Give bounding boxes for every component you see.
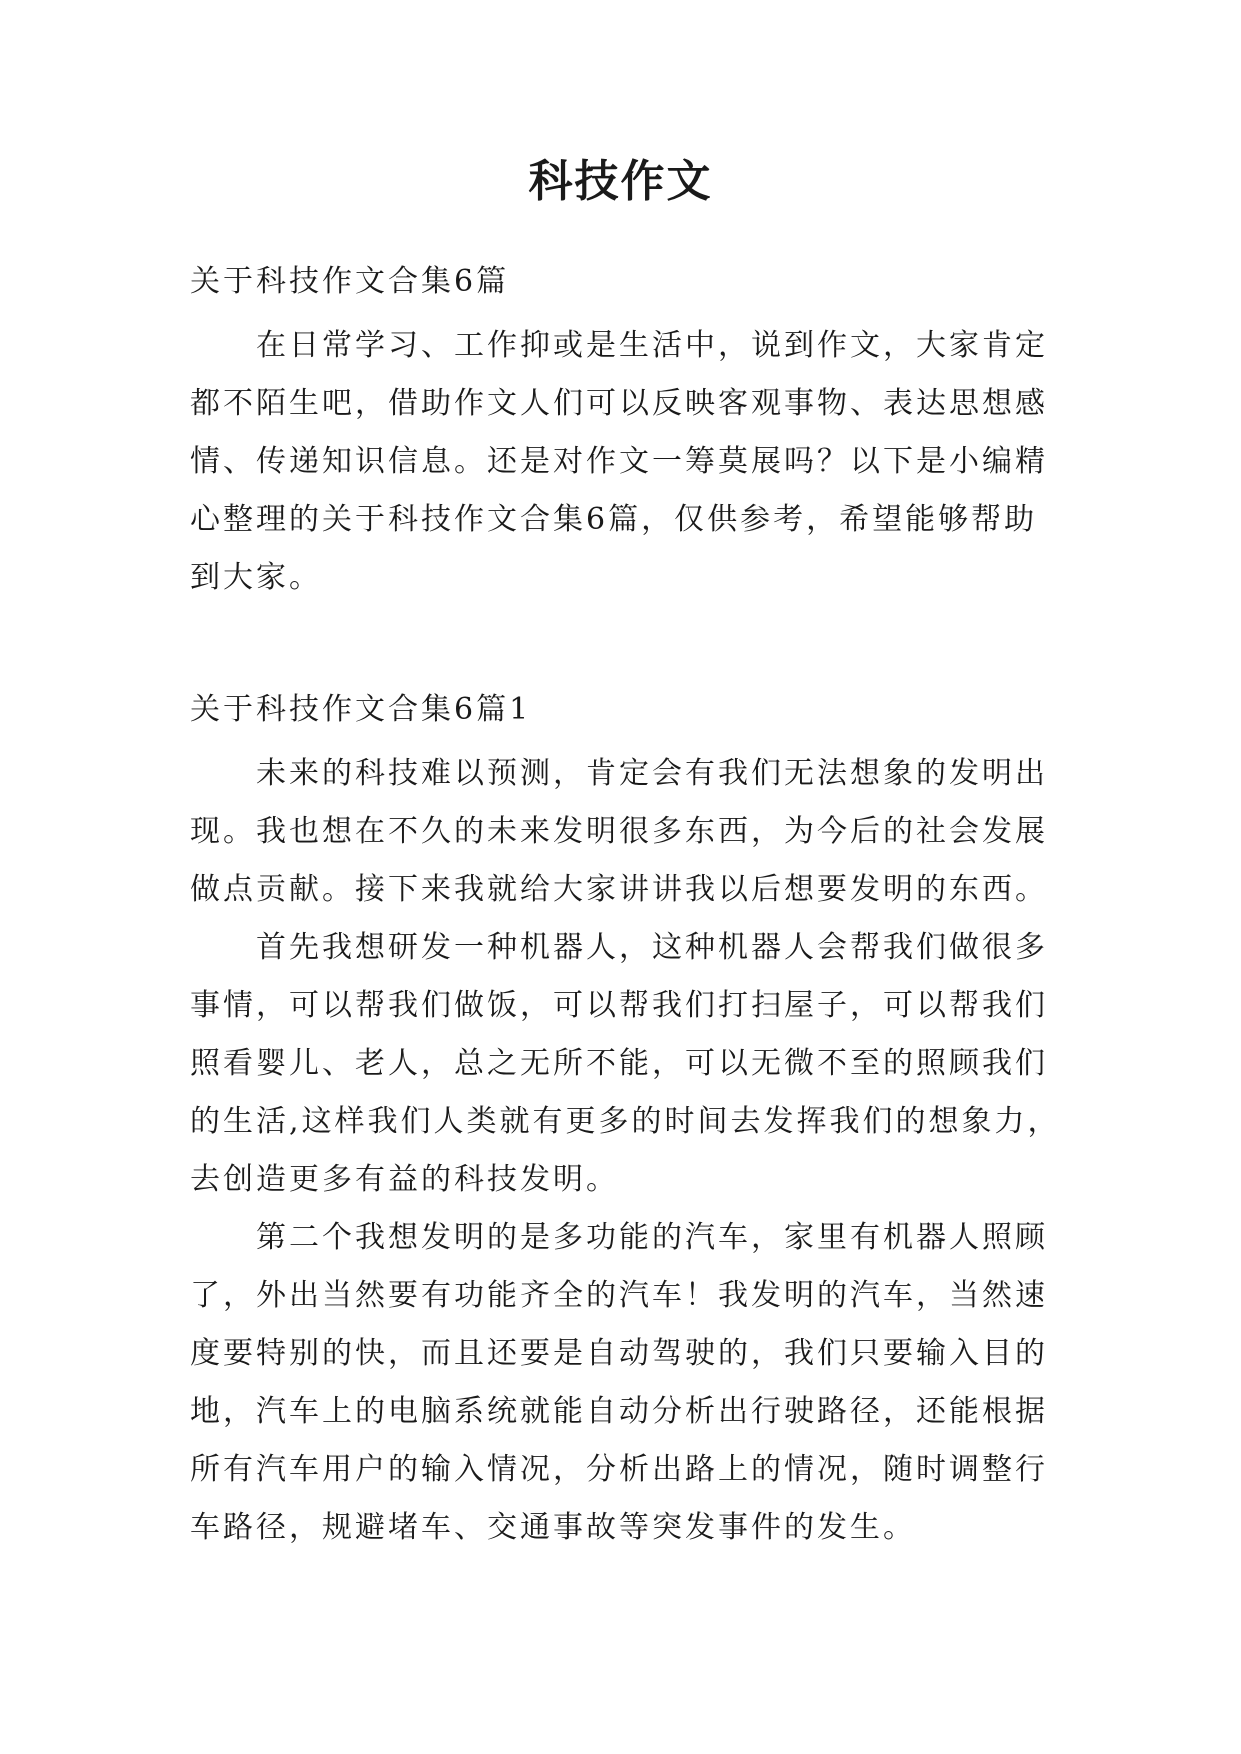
intro-line: 都不陌生吧，借助作文人们可以反映客观事物、表达思想感 bbox=[190, 386, 1048, 421]
section-heading: 关于科技作文合集6篇1 bbox=[190, 692, 532, 727]
paragraph-line: 的生活,这样我们人类就有更多的时间去发挥我们的想象力， bbox=[190, 1104, 1061, 1139]
paragraph-line: 未来的科技难以预测，肯定会有我们无法想象的发明出 bbox=[256, 756, 1048, 791]
paragraph-line: 所有汽车用户的输入情况，分析出路上的情况，随时调整行 bbox=[190, 1452, 1048, 1487]
paragraph-line: 现。我也想在不久的未来发明很多东西，为今后的社会发展 bbox=[190, 814, 1048, 849]
paragraph-line: 地，汽车上的电脑系统就能自动分析出行驶路径，还能根据 bbox=[190, 1394, 1048, 1429]
paragraph-line: 了，外出当然要有功能齐全的汽车！我发明的汽车，当然速 bbox=[190, 1278, 1048, 1313]
paragraph-line: 照看婴儿、老人，总之无所不能，可以无微不至的照顾我们 bbox=[190, 1046, 1048, 1081]
document-title: 科技作文 bbox=[528, 156, 713, 207]
paragraph-line: 车路径，规避堵车、交通事故等突发事件的发生。 bbox=[190, 1510, 916, 1545]
paragraph-line: 去创造更多有益的科技发明。 bbox=[190, 1162, 619, 1197]
paragraph-line: 第二个我想发明的是多功能的汽车，家里有机器人照顾 bbox=[256, 1220, 1048, 1255]
intro-heading: 关于科技作文合集6篇 bbox=[190, 264, 510, 299]
paragraph-line: 事情，可以帮我们做饭，可以帮我们打扫屋子，可以帮我们 bbox=[190, 988, 1048, 1023]
intro-line: 心整理的关于科技作文合集6篇，仅供参考，希望能够帮助 bbox=[190, 502, 1038, 537]
intro-line: 在日常学习、工作抑或是生活中，说到作文，大家肯定 bbox=[256, 328, 1048, 363]
intro-line: 到大家。 bbox=[190, 560, 322, 595]
paragraph-line: 做点贡献。接下来我就给大家讲讲我以后想要发明的东西。 bbox=[190, 872, 1048, 907]
paragraph-line: 首先我想研发一种机器人，这种机器人会帮我们做很多 bbox=[256, 930, 1048, 965]
paragraph-line: 度要特别的快，而且还要是自动驾驶的，我们只要输入目的 bbox=[190, 1336, 1048, 1371]
intro-line: 情、传递知识信息。还是对作文一筹莫展吗？以下是小编精 bbox=[190, 444, 1048, 479]
